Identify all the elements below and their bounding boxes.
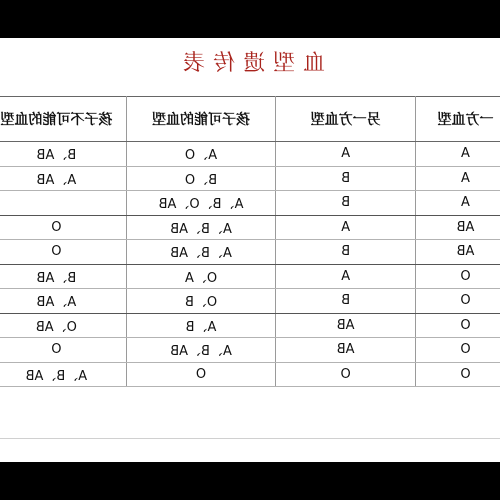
cell-child-possible: A、B、AB [126,240,276,265]
cell-parent-a: A [415,191,500,216]
cell-parent-a: O [415,362,500,387]
cell-child-possible: A、B、AB [126,215,276,240]
page-title: 血型遗传表 [175,51,326,76]
cell-child-possible: A、B [126,313,276,338]
cell-child-impossible: O、AB [0,313,126,338]
table-header-row [0,97,500,142]
header-parent-a: 一方血型 [415,97,500,142]
cell-child-possible: O [126,362,276,387]
cell-child-possible: A、B、O、AB [126,191,276,216]
cell-child-possible: O、A [126,264,276,289]
table-row [0,215,500,240]
cell-parent-a: A [415,166,500,191]
cell-child-impossible: B、AB [0,142,126,167]
cell-parent-b: B [276,191,416,216]
cell-child-impossible: B、AB [0,264,126,289]
cell-child-impossible: A、AB [0,289,126,314]
cell-child-impossible: O [0,215,126,240]
table-row [0,313,500,338]
header-parent-b: 另一方血型 [276,97,416,142]
table-row [0,166,500,191]
cell-parent-b: A [276,142,416,167]
table-row [0,289,500,314]
blood-type-table [0,96,500,387]
cell-parent-b: AB [276,338,416,363]
header-child-possible: 孩子可能的血型 [126,97,276,142]
table-row [0,142,500,167]
cell-parent-b: AB [276,313,416,338]
cell-child-possible: B、O [126,166,276,191]
table-row [0,191,500,216]
table-row [0,362,500,387]
cell-child-impossible: O [0,240,126,265]
cell-child-impossible: A、AB [0,166,126,191]
cell-parent-a: O [415,289,500,314]
cell-child-impossible: A、B、AB [0,362,126,387]
cell-parent-a: O [415,313,500,338]
cell-parent-b: A [276,264,416,289]
cell-parent-b: B [276,166,416,191]
blood-type-sheet [0,38,500,462]
cell-child-impossible [0,191,126,216]
cell-child-possible: A、O [126,142,276,167]
cell-parent-a: A [415,142,500,167]
header-child-impossible: 孩子不可能的血型 [0,97,126,142]
cell-parent-a: O [415,338,500,363]
table-row [0,338,500,363]
cell-parent-a: O [415,264,500,289]
cell-parent-b: B [276,240,416,265]
cell-parent-a: AB [415,240,500,265]
cell-child-possible: O、B [126,289,276,314]
cell-parent-b: O [276,362,416,387]
table-row [0,240,500,265]
cell-parent-a: AB [415,215,500,240]
bottom-divider [0,438,500,439]
cell-child-possible: A、B、AB [126,338,276,363]
cell-parent-b: B [276,289,416,314]
cell-parent-b: A [276,215,416,240]
cell-child-impossible: O [0,338,126,363]
table-row [0,264,500,289]
